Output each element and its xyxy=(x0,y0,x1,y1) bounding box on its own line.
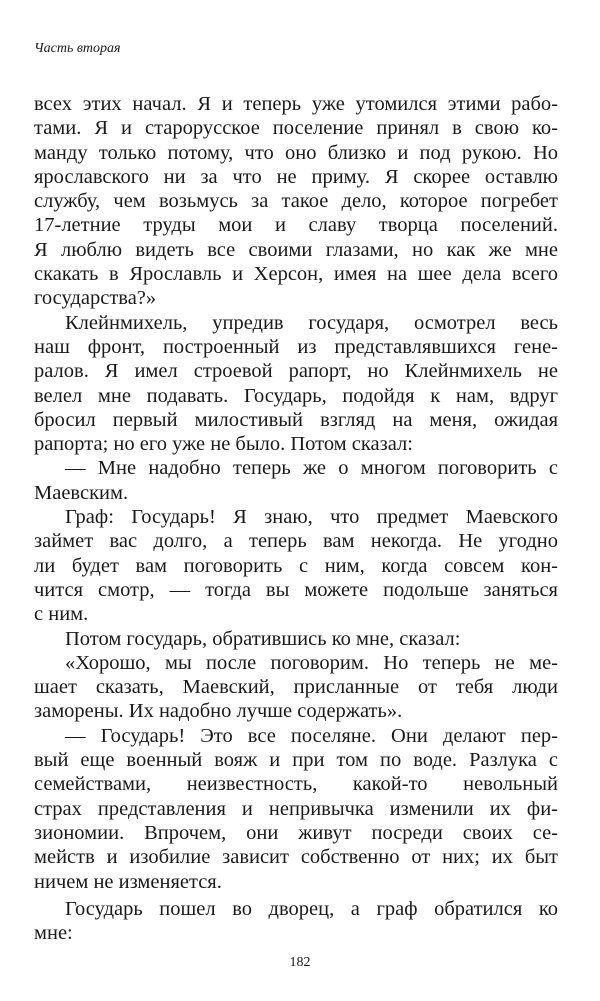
text-line: — Государь! Это все поселяне. Они делают пер- xyxy=(65,724,558,747)
text-line: бросил первый милостивый взгляд на меня, ожидая xyxy=(34,408,558,431)
text-line: Я люблю видеть все своими глазами, но как же мне xyxy=(34,238,558,261)
body-text xyxy=(34,92,558,945)
text-line: шает сказать, Маевский, присланные от тебя люди xyxy=(34,676,558,699)
text-line: заморены. Их надобно лучше содержать». xyxy=(34,700,403,723)
text-line: страх представления и непривычка изменили их фи- xyxy=(34,797,558,820)
page-number: 182 xyxy=(289,955,311,970)
text-line: тами. Я и старорусское поселение принял в свою ко- xyxy=(34,117,558,140)
text-line: — Мне надобно теперь же о многом поговорить с xyxy=(65,457,558,480)
text-line: мне: xyxy=(34,922,73,945)
text-line: скакать в Ярославль и Херсон, имея на шее дела всего xyxy=(34,263,558,286)
text-line: мейств и изобилие зависит собственно от них; их быт xyxy=(34,846,558,869)
text-line: всех этих начал. Я и теперь уже утомился этими рабо- xyxy=(34,93,558,115)
text-line: «Хорошо, мы после поговорим. Но теперь не ме- xyxy=(65,651,558,674)
text-line: вый еще военный вояж и при том по воде. Разлука с xyxy=(34,749,558,772)
text-line: зиономии. Впрочем, они живут посреди своих се- xyxy=(34,821,558,844)
text-line: Граф: Государь! Я знаю, что предмет Маевского xyxy=(65,506,558,529)
text-line: манду только потому, что оно близко и под рукою. Но xyxy=(34,141,558,164)
text-line: велел мне подавать. Государь, подойдя к нам, вдруг xyxy=(34,384,558,407)
text-line: ничем не изменяется. xyxy=(34,870,222,893)
text-line: государства?» xyxy=(34,287,157,310)
text-line: чится смотр, — тогда вы можете подольше заняться xyxy=(34,578,558,601)
text-line: ралов. Я имел строевой рапорт, но Клейнмихель не xyxy=(34,360,558,383)
text-line: ли будет вам поговорить с ним, когда совсем кон- xyxy=(34,554,558,577)
text-line: займет вас долго, а теперь вам некогда. Не угодно xyxy=(34,530,558,553)
text-line: 17-летние труды мои и славу творца поселений. xyxy=(34,214,558,237)
text-line: семействами, неизвестность, какой-то невольный xyxy=(34,773,558,796)
text-line: ярославского ни за что не приму. Я скорее оставлю xyxy=(34,165,558,188)
text-line: наш фронт, построенный из представлявшихся гене- xyxy=(34,335,558,358)
running-header: Часть вторая xyxy=(34,41,121,56)
text-line: службу, чем возьмусь за такое дело, которое погребет xyxy=(34,190,558,213)
text-line: Маевским. xyxy=(34,481,129,504)
text-line: Клейнмихель, упредив государя, осмотрел весь xyxy=(65,311,558,334)
text-line: Государь пошел во дворец, а граф обратился ко xyxy=(65,897,558,920)
text-line: Потом государь, обратившись ко мне, сказал: xyxy=(65,627,461,650)
text-line: рапорта; но его уже не было. Потом сказал: xyxy=(34,433,413,456)
text-line: с ним. xyxy=(34,603,89,626)
